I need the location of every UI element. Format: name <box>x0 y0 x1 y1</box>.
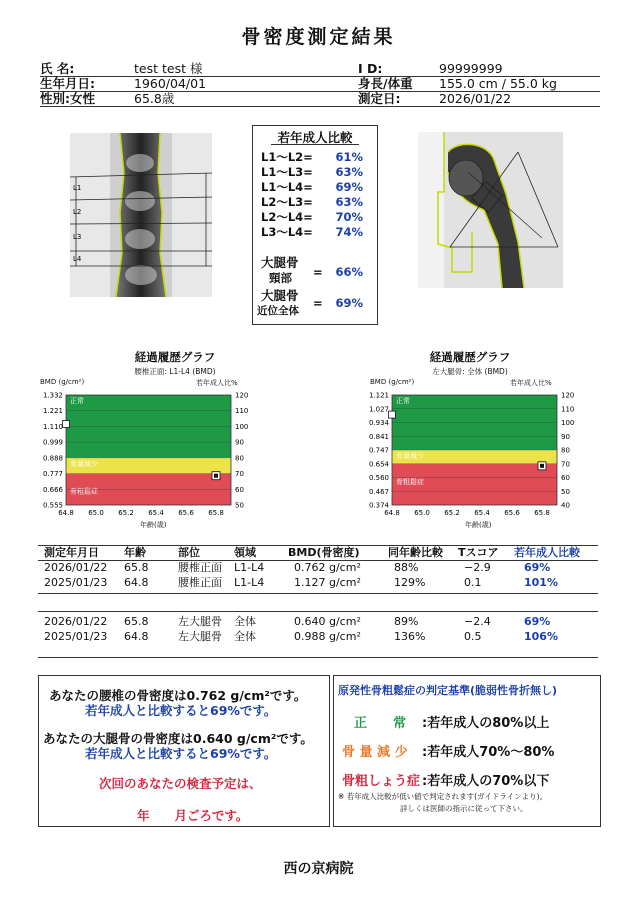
y-tick-label: 0.777 <box>42 470 63 479</box>
row-young-adult: 69% <box>524 561 551 574</box>
x-tick-label: 65.6 <box>178 509 194 517</box>
sex-label: 性別:女性 <box>40 91 95 106</box>
femur-message: あなたの大腿骨の骨密度は0.640 g/cm²です。 <box>43 731 313 746</box>
x-tick-label: 65.4 <box>474 509 490 517</box>
x-tick-label: 64.8 <box>384 509 400 517</box>
info-divider <box>40 106 600 107</box>
zone-label-osteoporosis: 骨粗鬆症 <box>70 487 98 496</box>
row-site: 腰椎正面 <box>178 576 222 589</box>
col-header-tscore: Tスコア <box>458 546 499 559</box>
criteria-title: 原発性骨粗鬆症の判定基準(脆弱性骨折無し) <box>338 684 558 697</box>
col-header-region: 領域 <box>234 546 256 559</box>
y-tick-label: 0.374 <box>368 501 389 510</box>
y2-tick-label: 100 <box>561 419 575 427</box>
y-tick-label: 0.841 <box>368 432 389 441</box>
lumbar-comparison-message: 若年成人と比較すると69%です。 <box>85 703 277 718</box>
patient-info <box>40 60 600 106</box>
criteria-reduced-text: :若年成人70%～80% <box>422 745 555 760</box>
row-age: 64.8 <box>124 630 149 643</box>
row-young-adult: 69% <box>524 615 551 628</box>
chart-subtitle: 左大腿骨: 全体 (BMD) <box>432 367 508 376</box>
y-tick-label: 0.999 <box>42 438 63 447</box>
lumbar-bmd-chart <box>36 389 266 531</box>
x-tick-label: 65.2 <box>444 509 460 517</box>
row-site: 腰椎正面 <box>178 561 222 574</box>
row-bmd: 0.762 g/cm² <box>294 561 361 574</box>
comparison-value: 63% <box>335 195 363 209</box>
title-underline <box>271 144 359 145</box>
comparison-value: 74% <box>335 225 363 239</box>
row-tscore: −2.4 <box>464 615 491 628</box>
col-header-site: 部位 <box>178 546 200 559</box>
patient-dob: 1960/04/01 <box>134 76 207 91</box>
row-young-adult: 106% <box>524 630 558 643</box>
criteria-note-doctor: 詳しくは医師の指示に従って下さい。 <box>400 804 528 813</box>
y-tick-label: 0.747 <box>368 446 389 455</box>
femur-total-label: 大腿骨 <box>261 288 299 303</box>
y2-tick-label: 110 <box>561 405 575 414</box>
row-date: 2025/01/23 <box>44 630 108 643</box>
zone-label-osteoporosis: 骨粗鬆症 <box>396 477 424 486</box>
criteria-normal-text: :若年成人の80%以上 <box>422 716 550 731</box>
x-tick-label: 65.4 <box>148 509 164 517</box>
y-tick-label: 0.666 <box>42 485 63 494</box>
x-tick-label: 65.8 <box>534 509 550 517</box>
y-tick-label: 1.027 <box>368 405 389 414</box>
y2-tick-label: 70 <box>235 470 244 479</box>
spine-label-l4: L4 <box>73 255 82 263</box>
comparison-value: 69% <box>335 180 363 194</box>
x-tick-label: 65.0 <box>414 509 430 517</box>
col-header-young-adult: 若年成人比較 <box>514 546 580 559</box>
chart-subtitle: 腰椎正面: L1-L4 (BMD) <box>134 367 216 376</box>
y-tick-label: 0.654 <box>368 460 389 469</box>
x-tick-label: 65.0 <box>88 509 104 517</box>
comparison-value: 61% <box>335 150 363 164</box>
femur-bmd-chart <box>362 389 592 531</box>
lumbar-message: あなたの腰椎の骨密度は0.762 g/cm²です。 <box>49 688 307 703</box>
criteria-osteo-label: 骨粗しょう症 <box>342 774 421 789</box>
y-tick-label: 1.121 <box>368 391 389 400</box>
y2-tick-label: 90 <box>561 432 570 441</box>
col-header-bmd: BMD(骨密度) <box>288 546 360 559</box>
y2-tick-label: 60 <box>235 485 244 494</box>
data-point <box>63 421 70 428</box>
row-region: L1-L4 <box>234 561 265 574</box>
comparison-label: L2～L4= <box>261 210 313 224</box>
y-tick-label: 1.332 <box>42 391 63 400</box>
femur-neck-equals: = <box>313 265 323 279</box>
patient-height-weight: 155.0 cm / 55.0 kg <box>439 76 557 91</box>
femur-total-sublabel: 近位全体 <box>257 305 299 317</box>
row-region: 全体 <box>234 615 256 628</box>
data-point-current-marker <box>214 474 218 478</box>
chart-xlabel: 年齢(歳) <box>140 521 167 529</box>
criteria-reduced-label: 骨 量 減 少 <box>342 745 408 760</box>
col-header-date: 測定年月日 <box>44 546 99 559</box>
comparison-value: 70% <box>335 210 363 224</box>
table-divider <box>38 593 598 594</box>
spine-scan-image <box>70 133 212 297</box>
row-date: 2025/01/23 <box>44 576 108 589</box>
data-point <box>389 411 396 418</box>
col-header-age-match: 同年齢比較 <box>388 546 443 559</box>
femur-neck-label: 大腿骨 <box>261 255 299 270</box>
height-weight-label: 身長/体重 <box>358 76 413 91</box>
spine-label-l2: L2 <box>73 208 82 216</box>
y-tick-label: 0.888 <box>42 454 63 463</box>
comparison-label: L1～L4= <box>261 180 313 194</box>
chart-title: 経過履歴グラフ <box>134 350 216 364</box>
y2-tick-label: 80 <box>235 454 244 463</box>
row-bmd: 1.127 g/cm² <box>294 576 361 589</box>
femur-scan-image <box>418 132 563 288</box>
chart-xlabel: 年齢(歳) <box>465 521 492 529</box>
chart-ylabel-right: 若年成人比% <box>510 379 552 387</box>
row-date: 2026/01/22 <box>44 615 108 628</box>
date-label: 測定日: <box>358 91 401 106</box>
femur-comparison-message: 若年成人と比較すると69%です。 <box>85 746 277 761</box>
row-date: 2026/01/22 <box>44 561 108 574</box>
patient-name: test test 様 <box>134 61 203 76</box>
chart-ylabel: BMD (g/cm²) <box>40 378 85 386</box>
x-tick-label: 65.6 <box>504 509 520 517</box>
chart-title: 経過履歴グラフ <box>429 350 511 364</box>
zone-label-normal: 正常 <box>396 397 410 405</box>
femur-total-equals: = <box>313 296 323 310</box>
criteria-note: ※ 若年成人比較が低い値で判定されます(ガイドラインより)。 <box>338 792 548 801</box>
row-age: 65.8 <box>124 615 149 628</box>
zone-label-normal: 正常 <box>70 397 84 405</box>
row-tscore: 0.5 <box>464 630 482 643</box>
y-tick-label: 0.934 <box>368 419 389 427</box>
y2-tick-label: 90 <box>235 438 244 447</box>
row-age: 64.8 <box>124 576 149 589</box>
measurement-date: 2026/01/22 <box>439 91 512 106</box>
comparison-label: L3～L4= <box>261 225 313 239</box>
chart-ylabel: BMD (g/cm²) <box>370 378 415 386</box>
spine-label-l1: L1 <box>73 184 82 192</box>
y-tick-label: 1.110 <box>42 422 63 431</box>
next-exam-message: 次回のあなたの検査予定は、 <box>99 776 262 791</box>
id-label: I D: <box>358 61 383 76</box>
femur-total-value: 69% <box>335 296 363 310</box>
y2-tick-label: 60 <box>561 474 570 482</box>
y2-tick-label: 50 <box>561 487 570 496</box>
table-header-row <box>38 545 598 561</box>
col-header-age: 年齢 <box>124 546 146 559</box>
criteria-normal-label: 正 常 <box>354 716 407 731</box>
comparison-value: 63% <box>335 165 363 179</box>
row-age-match: 136% <box>394 630 426 643</box>
zone-label-reduced: 骨量減少 <box>70 459 98 468</box>
y-tick-label: 1.221 <box>42 407 63 416</box>
row-age-match: 89% <box>394 615 419 628</box>
young-adult-comparison-box <box>252 125 378 325</box>
zone-label-reduced: 骨量減少 <box>396 452 424 461</box>
data-point-current-marker <box>540 464 544 468</box>
y2-tick-label: 80 <box>561 446 570 455</box>
spine-label-l3: L3 <box>73 233 82 241</box>
row-site: 左大腿骨 <box>178 630 222 643</box>
diagnostic-criteria-box <box>333 675 601 827</box>
row-bmd: 0.640 g/cm² <box>294 615 361 628</box>
row-age: 65.8 <box>124 561 149 574</box>
comparison-label: L1～L3= <box>261 165 313 179</box>
y-tick-label: 0.555 <box>42 501 63 510</box>
x-tick-label: 65.8 <box>208 509 224 517</box>
table-divider <box>38 611 598 612</box>
y2-tick-label: 40 <box>561 501 570 510</box>
result-message-box <box>38 675 330 827</box>
chart-ylabel-right: 若年成人比% <box>196 379 238 387</box>
patient-id: 99999999 <box>439 61 503 76</box>
row-age-match: 129% <box>394 576 426 589</box>
patient-age: 65.8歳 <box>134 91 175 106</box>
name-label: 氏 名: <box>40 61 75 76</box>
comparison-label: L1～L2= <box>261 150 313 164</box>
criteria-osteo-text: :若年成人の70%以下 <box>422 774 550 789</box>
y-tick-label: 0.467 <box>368 487 389 496</box>
dob-label: 生年月日: <box>40 76 95 91</box>
row-tscore: 0.1 <box>464 576 482 589</box>
next-exam-date: 年 月ごろです。 <box>137 808 249 823</box>
row-region: L1-L4 <box>234 576 265 589</box>
table-divider <box>38 657 598 658</box>
femur-neck-value: 66% <box>335 265 363 279</box>
y2-tick-label: 100 <box>235 422 249 431</box>
hospital-name: 西の京病院 <box>283 861 354 877</box>
y2-tick-label: 120 <box>235 391 249 400</box>
x-tick-label: 64.8 <box>58 509 74 517</box>
y2-tick-label: 70 <box>561 460 570 469</box>
row-age-match: 88% <box>394 561 419 574</box>
row-tscore: −2.9 <box>464 561 491 574</box>
y2-tick-label: 120 <box>561 391 575 400</box>
row-site: 左大腿骨 <box>178 615 222 628</box>
y2-tick-label: 50 <box>235 501 244 510</box>
femur-neck-sublabel: 頸部 <box>269 271 292 285</box>
page-title: 骨密度測定結果 <box>241 26 396 48</box>
young-adult-title: 若年成人比較 <box>277 130 353 145</box>
y-tick-label: 0.560 <box>368 474 389 482</box>
y2-tick-label: 110 <box>235 407 249 416</box>
row-bmd: 0.988 g/cm² <box>294 630 361 643</box>
row-young-adult: 101% <box>524 576 558 589</box>
row-region: 全体 <box>234 630 256 643</box>
x-tick-label: 65.2 <box>118 509 134 517</box>
comparison-label: L2～L3= <box>261 195 313 209</box>
